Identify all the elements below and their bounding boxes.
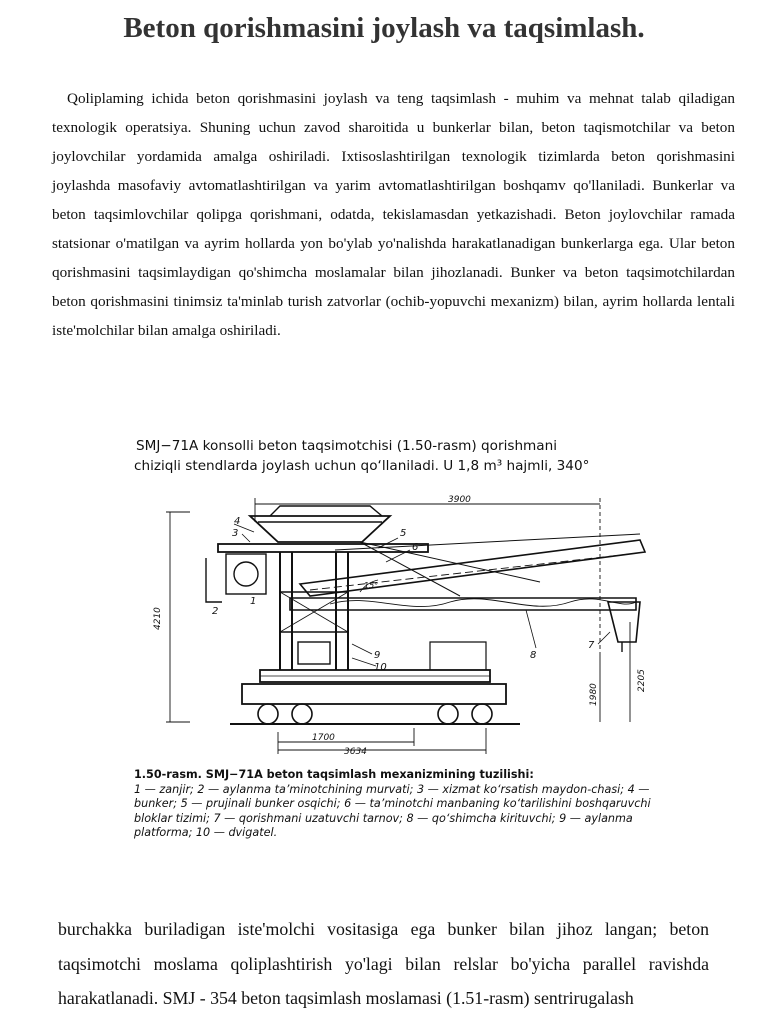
part-number-2: 2: [212, 606, 219, 617]
technical-drawing: [130, 492, 686, 772]
part-number-3: 3: [232, 528, 239, 539]
part-number-5: 5: [400, 528, 407, 539]
dimension-left: 4210: [153, 607, 163, 630]
dimension-right-inner: 1980: [589, 683, 599, 706]
figure-intro-line-2: chiziqli stendlarda joylash uchun qo‘llaniladi. U 1,8 m³ hajmli, 340°: [134, 458, 590, 474]
page-title: Beton qorishmasini joylash va taqsimlash.: [123, 12, 645, 44]
continuation-paragraph: burchakka buriladigan iste'molchi vositasiga ega bunker bilan jihoz langan; beton taqsimotchi moslama qoliplashtirish yo'lagi bilan relslar bo'yicha parallel ravishda harakatlanadi. SMJ - 354 beton taqsimlash moslamasi (1.51-rasm) sentrirugalash: [58, 919, 709, 1008]
figure-caption: [134, 768, 684, 841]
angle-label: 15°: [364, 581, 379, 590]
dimension-bottom-a: 1700: [312, 733, 335, 743]
dimension-bottom-b: 3634: [344, 747, 367, 757]
part-number-1: 1: [250, 596, 257, 607]
part-number-10: 10: [374, 662, 387, 673]
part-number-6: 6: [412, 542, 419, 553]
part-number-8: 8: [530, 650, 537, 661]
part-number-4: 4: [234, 516, 241, 527]
part-number-9: 9: [374, 650, 381, 661]
figure-1-50: [130, 436, 686, 846]
figure-caption-title: 1.50-rasm. SMJ−71A beton taqsimlash mexanizmining tuzilishi:: [134, 768, 534, 781]
part-number-7: 7: [588, 640, 595, 651]
figure-caption-legend: 1 — zanjir; 2 — aylanma ta’minotchining murvati; 3 — xizmat ko‘rsatish maydon-chasi; 4 — bunker; 5 — prujinali bunker osqichi; 6 — ta’minotchi manbaning ko‘tarilishini boshqaruvchi bloklar tizimi; 7 — qorishmani uzatuvchi tarnov; 8 — qo‘shimcha kirituvchi; 9 — aylanma platforma; 10 — dvigatel.: [134, 782, 651, 839]
dimension-top: 3900: [448, 495, 471, 505]
figure-intro-text: [130, 436, 686, 476]
figure-intro-line-1: SMJ−71A konsolli beton taqsimotchisi (1.50-rasm) qorishmani: [136, 438, 558, 454]
dimension-right-outer: 2205: [637, 669, 647, 692]
intro-paragraph: Qoliplaming ichida beton qorishmasini joylash va teng taqsimlash - muhim va mehnat talab qiladigan texnologik operatsiya. Shuning uchun zavod sharoitida u bunkerlar bilan, beton taqismotchilar va beton joylovchilar yordamida amalga oshiriladi. Ixtisoslashtirilgan texnologik tizimlarda beton qorishmasini joylashda masofaviy avtomatlashtirilgan va yarim avtomatlashtirilgan boshqamv qo'llaniladi. Bunkerlar va beton taqsimlovchilar qolipga qorishmani, odatda, tekislamasdan yetkazishadi. Beton joylovchilar ramada statsionar o'matilgan va ayrim hollarda yon bo'ylab yo'nalishda harakatlanadigan bunkerlarga ega. Ular beton qorishmasini taqsimlaydigan qo'shimcha moslamalar bilan jihozlanadi. Bunker va beton taqsimotchilardan beton qorishmasini tinimsiz ta'minlab turish zatvorlar (ochib-yopuvchi mexanizm) bilan, ayrim hollarda lentali iste'molchilar bilan amalga oshiriladi.: [52, 90, 735, 339]
